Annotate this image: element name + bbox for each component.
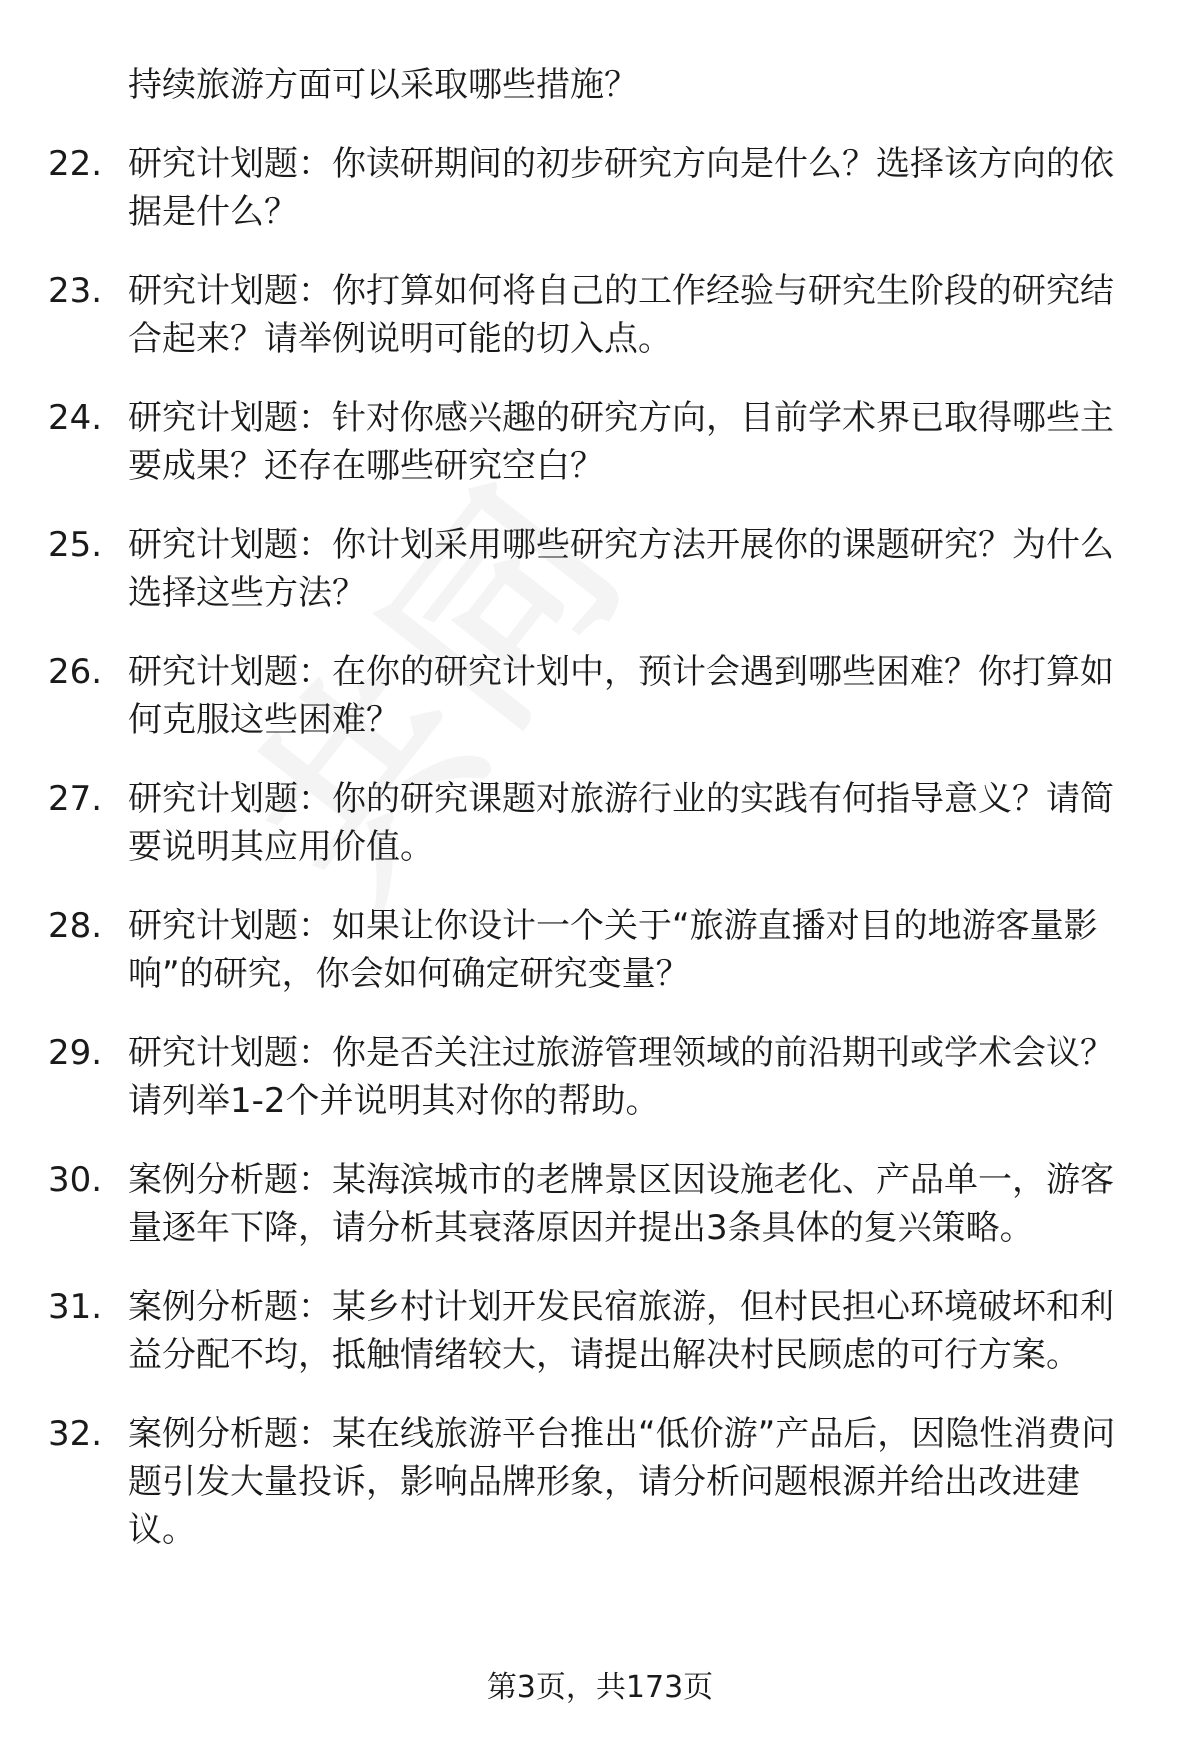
question-item [48, 521, 1148, 617]
question-number: 29. [48, 1033, 103, 1073]
question-number: 28. [48, 906, 103, 946]
question-number: 31. [48, 1287, 103, 1327]
question-item [48, 1410, 1148, 1554]
question-text: 研究计划题：你的研究课题对旅游行业的实践有何指导意义？请简要说明其应用价值。 [128, 779, 1114, 867]
question-text: 案例分析题：某海滨城市的老牌景区因设施老化、产品单一，游客量逐年下降，请分析其衰落原因并提出3条具体的复兴策略。 [128, 1160, 1114, 1248]
question-number: 24. [48, 398, 103, 438]
question-number: 30. [48, 1160, 103, 1200]
question-text: 研究计划题：你打算如何将自己的工作经验与研究生阶段的研究结合起来？请举例说明可能的切入点。 [128, 271, 1114, 359]
question-item [48, 1156, 1148, 1252]
question-number: 32. [48, 1414, 103, 1454]
question-item [48, 267, 1148, 363]
continuation-text: 持续旅游方面可以采取哪些措施？ [128, 65, 638, 105]
page-footer: 第3页，共173页 [486, 1670, 714, 1705]
question-number: 23. [48, 271, 103, 311]
question-list [48, 140, 1148, 1585]
question-item [48, 902, 1148, 998]
question-text: 研究计划题：你读研期间的初步研究方向是什么？选择该方向的依据是什么？ [128, 144, 1114, 232]
question-number: 27. [48, 779, 103, 819]
question-text: 研究计划题：如果让你设计一个关于“旅游直播对目的地游客量影响”的研究，你会如何确定研究变量？ [128, 906, 1098, 994]
question-item [48, 775, 1148, 871]
question-text: 案例分析题：某在线旅游平台推出“低价游”产品后，因隐性消费问题引发大量投诉，影响品牌形象，请分析问题根源并给出改进建议。 [128, 1414, 1116, 1550]
question-text: 研究计划题：在你的研究计划中，预计会遇到哪些困难？你打算如何克服这些困难？ [128, 652, 1114, 740]
question-number: 26. [48, 652, 103, 692]
question-text: 案例分析题：某乡村计划开发民宿旅游，但村民担心环境破坏和利益分配不均，抵触情绪较大，请提出解决村民顾虑的可行方案。 [128, 1287, 1114, 1375]
question-item [48, 140, 1148, 236]
question-item [48, 648, 1148, 744]
question-text: 研究计划题：你计划采用哪些研究方法开展你的课题研究？为什么选择这些方法？ [128, 525, 1114, 613]
question-text: 研究计划题：你是否关注过旅游管理领域的前沿期刊或学术会议？请列举1-2个并说明其对你的帮助。 [128, 1033, 1114, 1121]
question-number: 22. [48, 144, 103, 184]
question-item [48, 1029, 1148, 1125]
question-text: 研究计划题：针对你感兴趣的研究方向，目前学术界已取得哪些主要成果？还存在哪些研究空白？ [128, 398, 1114, 486]
question-number: 25. [48, 525, 103, 565]
question-item [48, 1283, 1148, 1379]
question-item [48, 394, 1148, 490]
